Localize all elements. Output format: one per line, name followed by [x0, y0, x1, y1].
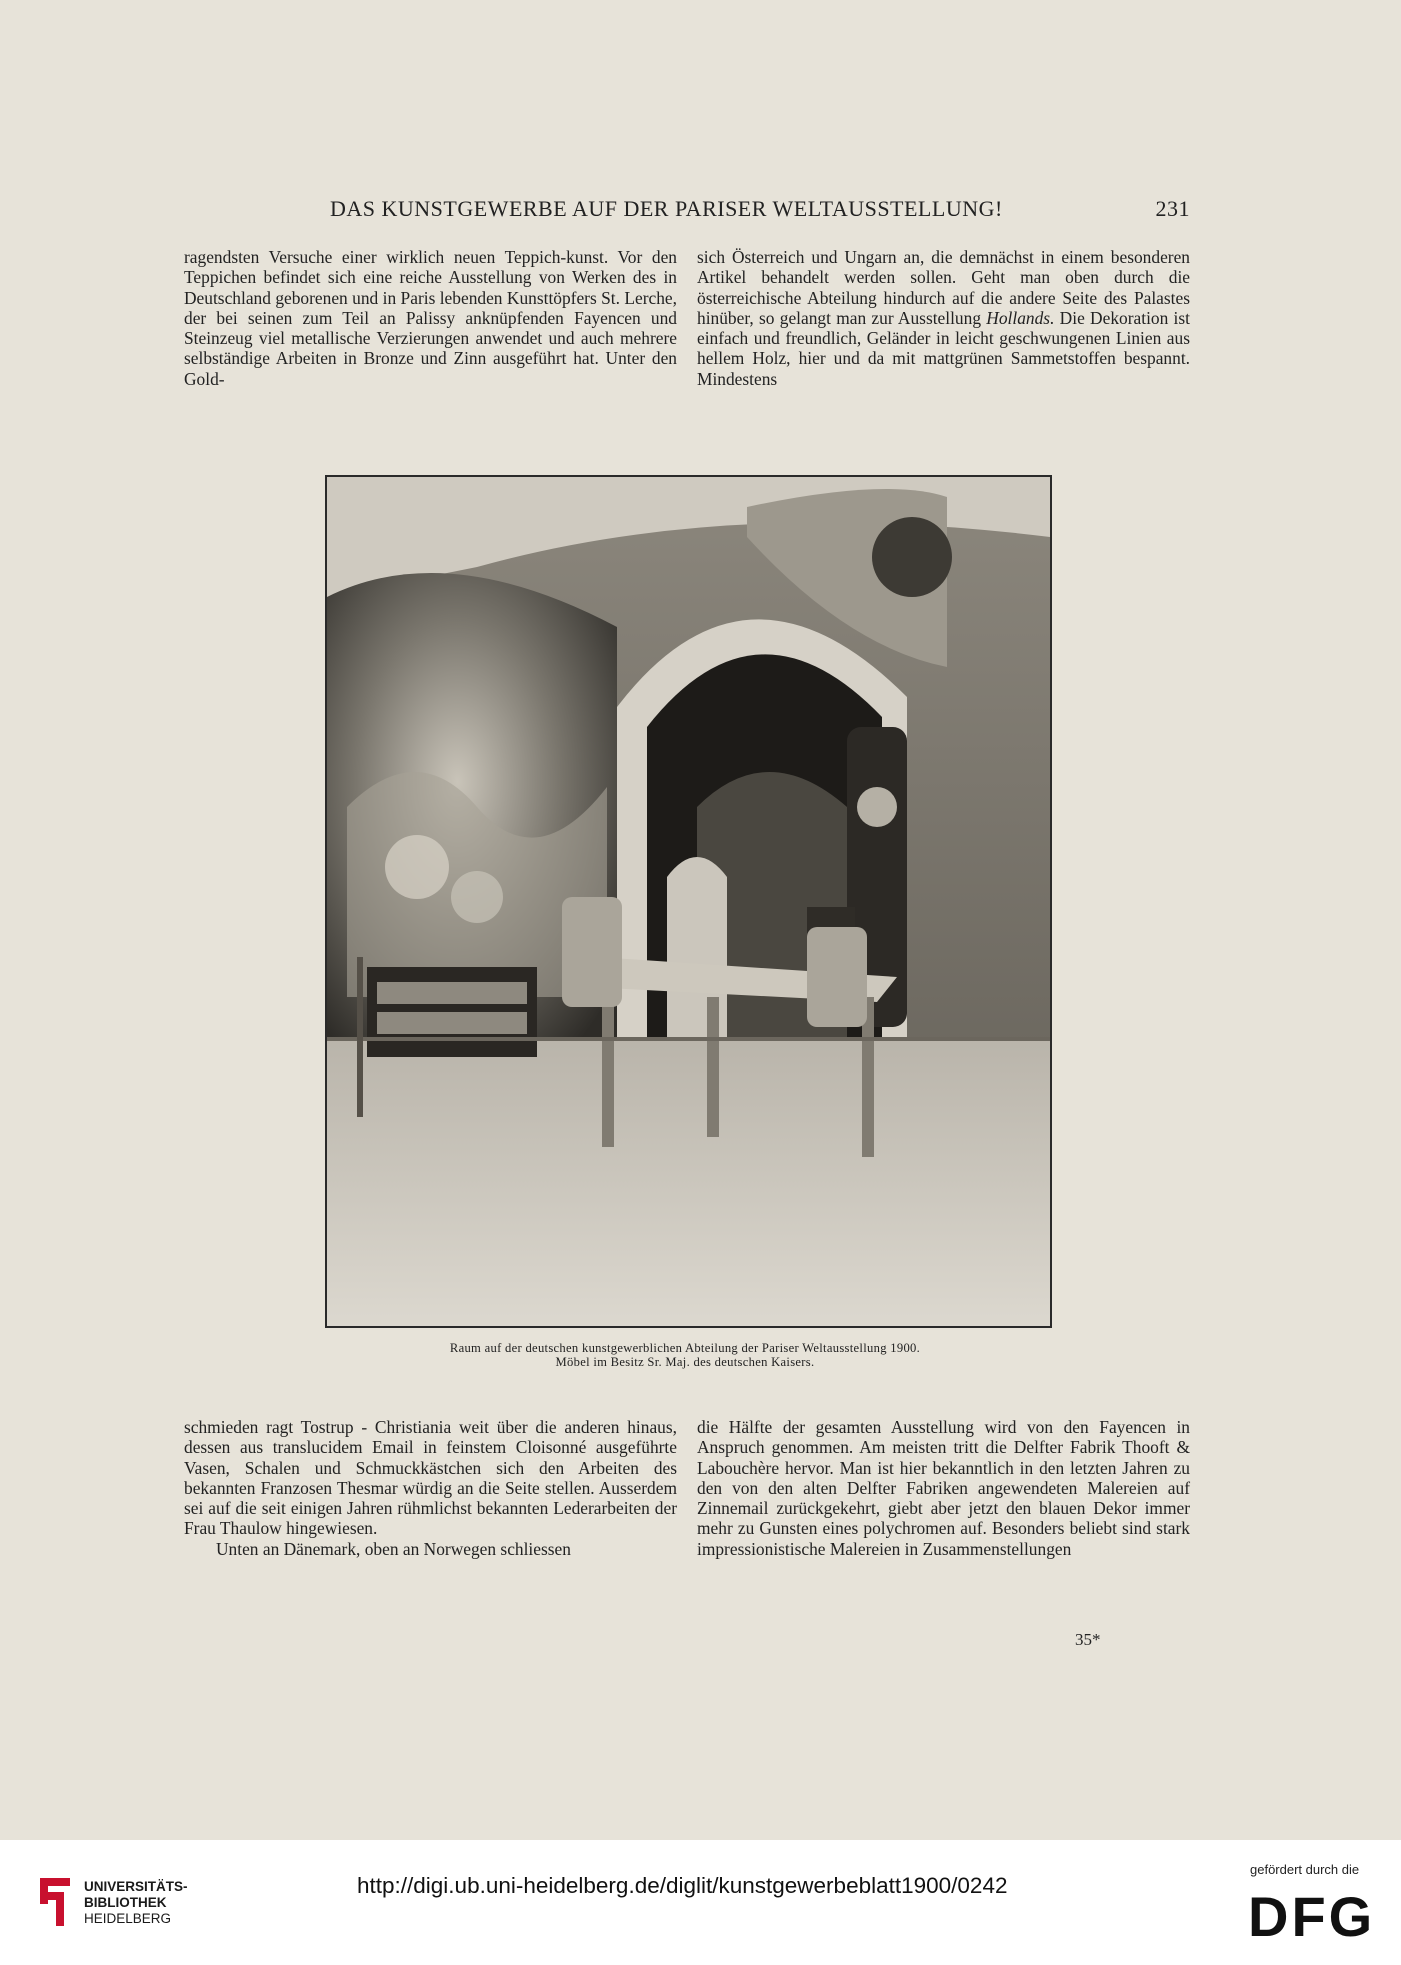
italic-country-name: Hollands.: [986, 307, 1055, 328]
paragraph: Unten an Dänemark, oben an Norwegen schliessen: [216, 1538, 571, 1559]
funded-by-label: gefördert durch die: [1250, 1862, 1360, 1877]
column-top-left: [184, 247, 677, 389]
digitization-footer: [0, 1840, 1401, 1965]
dfg-logo[interactable]: DFG: [1248, 1885, 1376, 1948]
signature-mark: 35*: [1075, 1630, 1101, 1649]
page-number: 231: [1155, 196, 1190, 221]
permalink-url[interactable]: http://digi.ub.uni-heidelberg.de/diglit/kunstgewerbeblatt1900/0242: [357, 1873, 1008, 1898]
column-bottom-left: [184, 1417, 677, 1559]
library-name: BIBLIOTHEK: [84, 1895, 167, 1910]
photograph-interior-icon: [327, 477, 1050, 1326]
column-top-right: [697, 247, 1190, 389]
interior-photograph: [325, 475, 1052, 1328]
paragraph: [697, 247, 1190, 389]
figure-caption: [300, 1341, 1070, 1369]
caption-line: Raum auf der deutschen kunstgewerblichen Abteilung der Pariser Weltausstellung 1900.: [449, 1341, 921, 1355]
paragraph: ragendsten Versuche einer wirklich neuen Teppich-kunst. Vor den Teppichen befindet sich eine reiche Ausstellung von Werken des in Deutschland geborenen und in Paris lebenden Kunsttöpfers St. Lerche, der bei seinen zum Teil an Palissy anknüpfenden Fayencen und Steinzeug viel metallische Verzierungen anwendet und auch mehrere selbständige Arbeiten in Bronze und Zinn ausgeführt hat. Unter den Gold-: [184, 247, 677, 389]
running-title: DAS KUNSTGEWERBE AUF DER PARISER WELTAUSSTELLUNG!: [330, 196, 1003, 221]
library-emblem-icon: [34, 1874, 76, 1930]
paragraph: schmieden ragt Tostrup - Christiania weit über die anderen hinaus, dessen aus translucidem Email in feinstem Cloisonné ausgeführte Vasen, Schalen und Schmuckkästchen sich den Arbeiten des bekannten Franzosen Thesmar würdig an die Seite stellen. Ausserdem sei auf die seit einigen Jahren rühmlichst bekannten Lederarbeiten der Frau Thaulow hingewiesen.: [184, 1417, 677, 1539]
library-name: UNIVERSITÄTS-: [84, 1879, 188, 1894]
text-run: sich Österreich und Ungarn an, die demnächst in einem besonderen Artikel behandelt werden sollen. Geht man oben durch die österreichische Abteilung hindurch auf die andere Seite des Palastes hinüber, so gelangt man zur Ausstellung: [697, 247, 1190, 328]
library-name: HEIDELBERG: [84, 1911, 172, 1926]
column-bottom-right: [697, 1417, 1190, 1559]
caption-line: Möbel im Besitz Sr. Maj. des deutschen Kaisers.: [555, 1355, 815, 1369]
library-logo[interactable]: [34, 1874, 264, 1934]
text-run: Die Dekoration ist einfach und freundlich, Geländer in leicht geschwungenen Linien aus hellem Holz, hier und da mit mattgrünen Sammetstoffen bespannt. Mindestens: [697, 307, 1190, 389]
paragraph: die Hälfte der gesamten Ausstellung wird von den Fayencen in Anspruch genommen. Am meisten tritt die Delfter Fabrik Thooft & Labouchère hervor. Man ist hier bekanntlich in den letzten Jahren zu den von den alten Delfter Fabriken angewendeten Malereien auf Zinnemail zurückgekehrt, giebt aber jetzt den blauen Dekor immer mehr zu Gunsten eines polychromen auf. Besonders beliebt sind stark impressionistische Malereien in Zusammenstellungen: [697, 1417, 1190, 1559]
